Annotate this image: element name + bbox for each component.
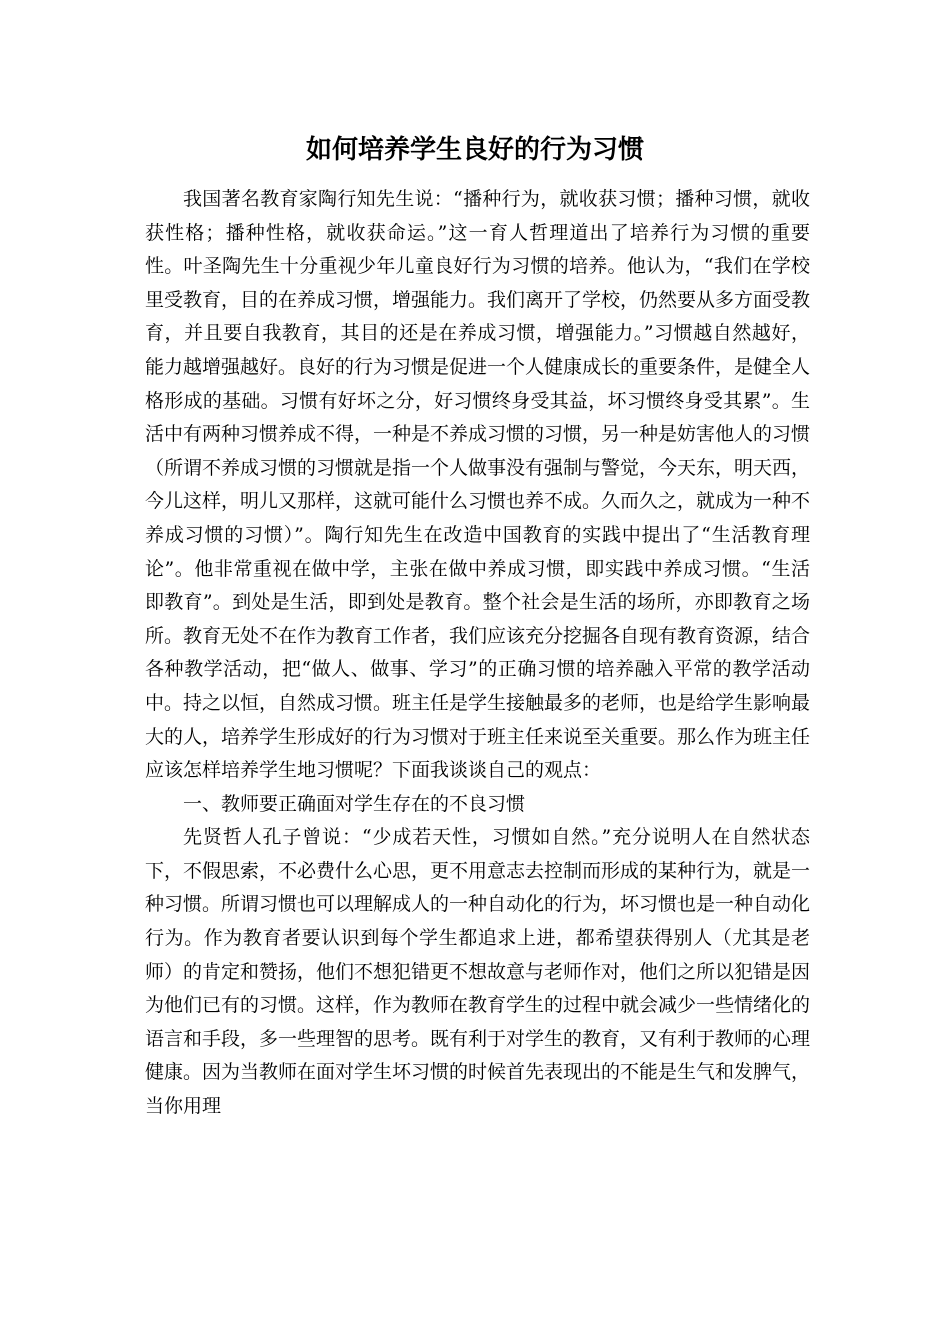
intro-paragraph: 我国著名教育家陶行知先生说：“播种行为，就收获习惯；播种习惯，就收获性格；播种性格，就收获命运。”这一育人哲理道出了培养行为习惯的重要性。叶圣陶先生十分重视少年儿童良好行为习惯的培养。他认为，“我们在学校里受教育，目的在养成习惯，增强能力。我们离开了学校，仍然要从多方面受教育，并且要自我教育，其目的还是在养成习惯，增强能力。”习惯越自然越好，能力越增强越好。良好的行为习惯是促进一个人健康成长的重要条件，是健全人格形成的基础。习惯有好坏之分，好习惯终身受其益，坏习惯终身受其累”。生活中有两种习惯养成不得，一种是不养成习惯的习惯，另一种是妨害他人的习惯（所谓不养成习惯的习惯就是指一个人做事没有强制与警觉，今天东，明天西，今儿这样，明儿又那样，这就可能什么习惯也养不成。久而久之，就成为一种不养成习惯的习惯）”。陶行知先生在改造中国教育的实践中提出了“生活教育理论”。他非常重视在做中学，主张在做中养成习惯，即实践中养成习惯。“生活即教育”。到处是生活，即到处是教育。整个社会是生活的场所，亦即教育之场所。教育无处不在作为教育工作者，我们应该充分挖掘各自现有教育资源，结合各种教学活动，把“做人、做事、学习”的正确习惯的培养融入平常的教学活动中。持之以恒，自然成习惯。班主任是学生接触最多的老师，也是给学生影响最大的人，培养学生形成好的行为习惯对于班主任来说至关重要。那么作为班主任应该怎样培养学生地习惯呢？下面我谈谈自己的观点： (145, 188, 811, 782)
section-paragraph: 先贤哲人孔子曾说：“少成若天性，习惯如自然。”充分说明人在自然状态下，不假思索，不必费什么心思，更不用意志去控制而形成的某种行为，就是一种习惯。所谓习惯也可以理解成人的一种自动化的行为，坏习惯也是一种自动化行为。作为教育者要认识到每个学生都追求上进，都希望获得别人（尤其是老师）的肯定和赞扬，他们不想犯错更不想故意与老师作对，他们之所以犯错是因为他们已有的习惯。这样，作为教师在教育学生的过程中就会减少一些情绪化的语言和手段，多一些理智的思考。既有利于对学生的教育，又有利于教师的心理健康。因为当教师在面对学生坏习惯的时候首先表现出的不能是生气和发脾气，当你用理 (145, 826, 811, 1118)
document-title: 如何培养学生良好的行为习惯 (305, 135, 644, 165)
document-body (145, 183, 810, 1124)
section-heading: 一、教师要正确面对学生存在的不良习惯 (183, 792, 526, 815)
